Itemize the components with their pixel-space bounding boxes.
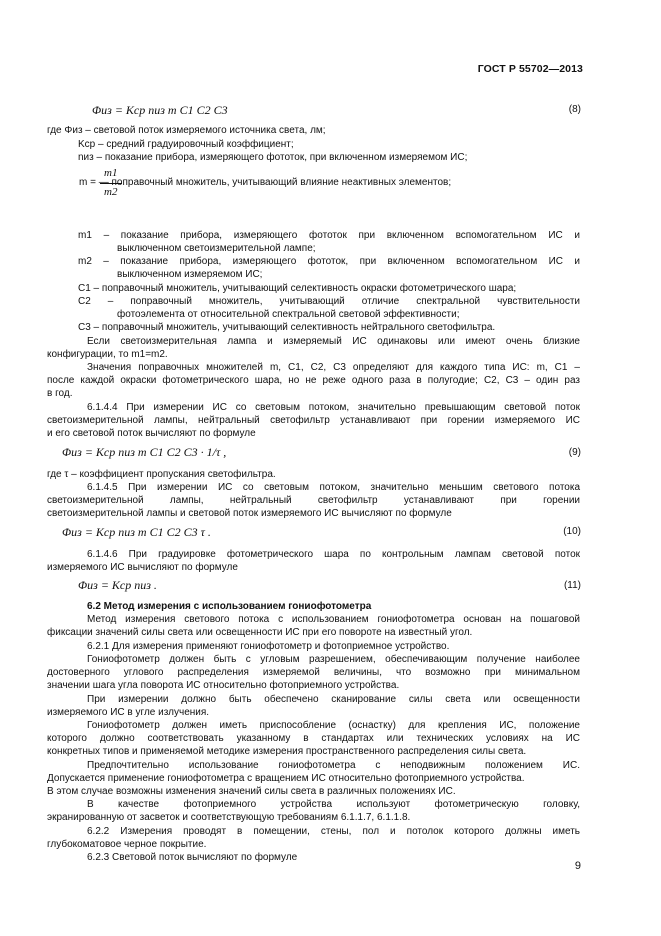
text-line: При измерении должно быть обеспечено сканирование силы света или освещенности <box>87 694 580 705</box>
text-line: достоверного углового распределения измеряемой величины, что возможно при минимальном <box>47 667 580 678</box>
text-line: m2 – показание прибора, измеряющего фототок, при включенном вспомогательном ИС и <box>78 256 580 267</box>
formula-9-number: (9) <box>568 447 581 458</box>
text-line: глубокоматовое черное покрытие. <box>47 839 207 850</box>
text-line: светоизмерительной лампы, нейтральный светофильтр устанавливают при горении <box>47 495 580 506</box>
text-line: В этом случае возможны изменения значений силы света в различных положениях ИС. <box>47 786 456 797</box>
text-line: Kср – средний градуировочный коэффициент; <box>78 139 294 150</box>
text-line: Гониофотометр должен быть с угловым разрешением, обеспечивающим получение наиболее <box>87 654 580 665</box>
formula-11-number: (11) <box>563 580 581 591</box>
page-number: 9 <box>574 860 581 872</box>
text-line: C3 – поправочный множитель, учитывающий селективность нейтрального светофильтра. <box>78 322 496 333</box>
section-heading: 6.2 Метод измерения с использованием гониофотометра <box>87 601 372 612</box>
text-line: значении шага угла поворота ИС относительно фотоприемного устройства. <box>47 680 400 691</box>
fraction-denominator: m2 <box>104 186 118 198</box>
document-header: ГОСТ Р 55702—2013 <box>477 63 583 75</box>
text-line: и его световой поток вычисляют по формуле <box>47 428 256 439</box>
formula-11: Φиз = Kср nиз . <box>78 578 157 592</box>
formula-9: Φиз = Kср nиз m C1 C2 C3 · 1/τ , <box>62 445 227 459</box>
text-line: в год. <box>47 388 73 399</box>
text-line: 6.2.2 Измерения проводят в помещении, стены, пол и потолок которого должны иметь <box>87 826 580 837</box>
text-line: m = — поправочный множитель, учитывающий влияние неактивных элементов; <box>79 177 452 188</box>
text-line: после каждой окраски фотометрического шара, но не реже одного раза в полугодие; C2, C3 – один раз <box>47 375 580 386</box>
formula-10-number: (10) <box>563 526 581 537</box>
text-line: Если светоизмерительная лампа и измеряемый ИС одинаковы или имеют очень близкие <box>87 336 580 347</box>
text-line: 6.2.1 Для измерения применяют гониофотометр и фотоприемное устройство. <box>87 641 450 652</box>
text-line: фиксации значений силы света или освещенности ИС при его повороте на известный угол. <box>47 627 473 638</box>
text-line: выключенном измеряемом ИС; <box>117 269 263 280</box>
text-line: где Φиз – световой поток измеряемого источника света, лм; <box>47 125 326 136</box>
text-line: nиз – показание прибора, измеряющего фототок, при включенном измеряемом ИС; <box>78 152 468 163</box>
text-line: 6.1.4.5 При измерении ИС со световым потоком, значительно меньшим светового потока <box>87 482 580 493</box>
text-line: которого должно соответствовать указанному в стандартах или технических условиях на ИС <box>47 733 580 744</box>
text-line: измеряемого ИС вычисляют по формуле <box>47 562 238 573</box>
text-line: Метод измерения светового потока с использованием гониофотометра основан на пошаговой <box>87 614 580 625</box>
formula-8: Φиз = Kср nиз m C1 C2 C3 <box>92 103 228 117</box>
text-line: измеряемого ИС в угле излучения. <box>47 707 210 718</box>
formula-8-number: (8) <box>568 104 581 115</box>
text-line: фотоэлемента от относительной спектральной световой эффективности; <box>117 309 460 320</box>
text-line: конфигурации, то m1=m2. <box>47 349 168 360</box>
text-line: В качестве фотоприемного устройства используют фотометрическую головку, <box>87 799 580 810</box>
fraction-numerator: m1 <box>104 167 118 179</box>
text-line: Значения поправочных множителей m, C1, C2, C3 определяют для каждого типа ИС: m, C1 – <box>87 362 580 373</box>
text-line: C2 – поправочный множитель, учитывающий отличие спектральной чувствительности <box>78 296 580 307</box>
text-line: где τ – коэффициент пропускания светофильтра. <box>47 469 276 480</box>
text-line: C1 – поправочный множитель, учитывающий селективность окраски фотометрического шара; <box>78 283 517 294</box>
text-line: выключенном светоизмерительной лампе; <box>117 243 316 254</box>
text-line: экранированную от засветок и соответствующую требованиям 6.1.1.7, 6.1.1.8. <box>47 812 411 823</box>
formula-10: Φиз = Kср nиз m C1 C2 C3 τ . <box>62 525 211 539</box>
text-line: конкретных типов и применяемой методике измерения пространственного распределения силы света. <box>47 746 527 757</box>
text-line: Допускается применение гониофотометра с вращением ИС относительно фотоприемного устройства. <box>47 773 525 784</box>
text-line: m1 – показание прибора, измеряющего фототок при включенном вспомогательном ИС и <box>78 230 580 241</box>
text-line: светоизмерительной лампы, нейтральный светофильтр устанавливают при горении измеряемого ИС <box>47 415 580 426</box>
text-line: Предпочтительно использование гониофотометра с неподвижным положением ИС. <box>87 760 580 771</box>
text-line: 6.1.4.6 При градуировке фотометрического шара по контрольным лампам световой поток <box>87 549 580 560</box>
text-line: 6.1.4.4 При измерении ИС со световым потоком, значительно превышающим световой поток <box>87 402 580 413</box>
text-line: Гониофотометр должен иметь приспособление (оснастку) для крепления ИС, положение <box>87 720 580 731</box>
text-line: светоизмерительной лампы и световой поток измеряемого ИС вычисляют по формуле <box>47 508 452 519</box>
text-line: 6.2.3 Световой поток вычисляют по формуле <box>87 852 298 863</box>
